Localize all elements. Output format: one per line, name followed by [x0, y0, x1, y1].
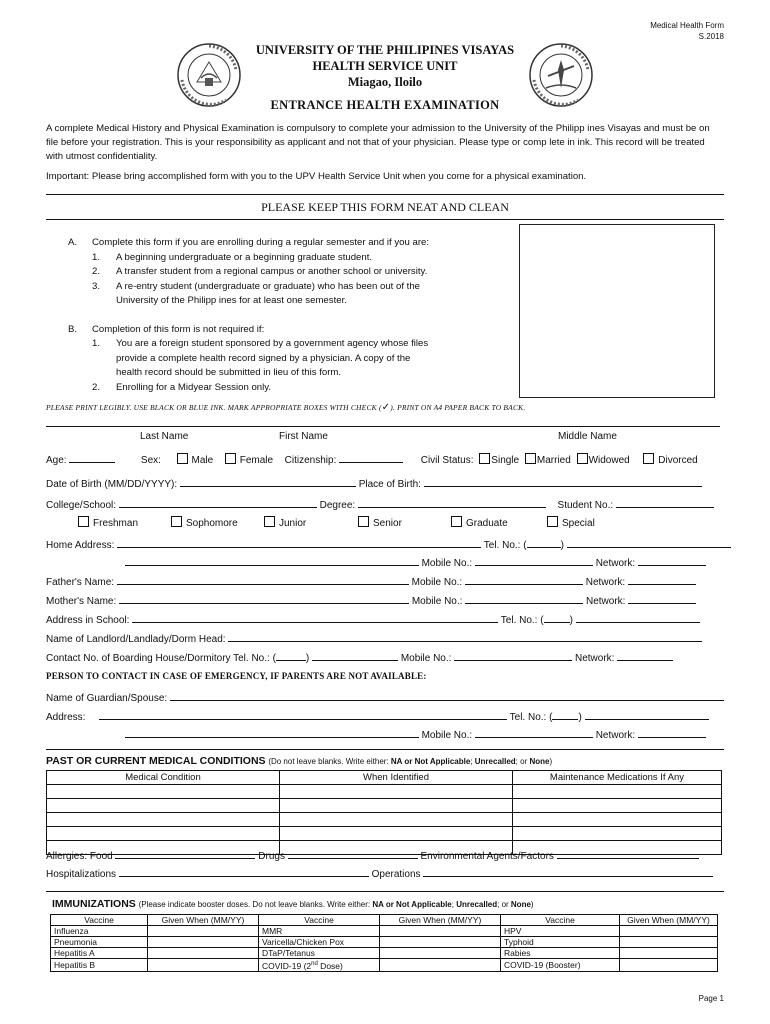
boarding-area-input[interactable] — [276, 650, 306, 661]
last-name-label: Last Name — [140, 431, 189, 442]
personal-row — [46, 452, 720, 466]
item-text: A re-entry student (undergraduate or graduate) who has been out of the — [116, 280, 421, 292]
item-text: A transfer student from a regional campus or another school or university. — [116, 266, 428, 277]
immunizations-note-unrecalled: Unrecalled — [456, 900, 498, 909]
col-medical-condition: Medical Condition — [47, 771, 280, 785]
b-item — [68, 381, 508, 396]
form-version: S.2018 — [698, 32, 724, 41]
table-row — [51, 937, 718, 948]
college-label: College/School: — [46, 500, 117, 511]
banner-text: PLEASE KEEP THIS FORM NEAT AND CLEAN — [261, 200, 509, 214]
unit-name: HEALTH SERVICE UNIT — [312, 59, 458, 73]
boarding-label: Contact No. of Boarding House/Dormitory Tel. No.: ( — [46, 653, 276, 664]
college-row — [46, 497, 720, 511]
divider — [46, 194, 724, 195]
level-senior[interactable]: Senior — [358, 516, 402, 529]
age-input[interactable] — [69, 452, 115, 463]
home-tel-label: Tel. No.: ( — [483, 540, 527, 551]
widowed-checkbox[interactable] — [577, 453, 588, 464]
given-input[interactable] — [148, 937, 259, 948]
emergency-address-input[interactable] — [99, 709, 507, 720]
b-item — [68, 337, 508, 352]
guardian-label: Name of Guardian/Spouse: — [46, 693, 168, 704]
col-when-identified: When Identified — [280, 771, 513, 785]
item-number: 3. — [92, 280, 101, 292]
father-row — [46, 574, 720, 588]
vaccine-varicella: Varicella/Chicken Pox — [259, 937, 380, 948]
form-id — [650, 20, 724, 42]
divorced-checkbox[interactable] — [643, 453, 654, 464]
important-note: Important: Please bring accomplished form with you to the UPV Health Service Unit when you come for a physical examination. — [46, 171, 587, 182]
divider — [46, 219, 724, 220]
sex-label: Sex: — [140, 455, 161, 466]
item-text: Enrolling for a Midyear Session only. — [116, 381, 271, 393]
home-address-line2-input[interactable] — [125, 555, 419, 566]
emergency-mobile-row — [46, 727, 720, 741]
citizenship-label: Citizenship: — [284, 455, 337, 466]
immunizations-table — [50, 914, 718, 972]
allergies-env-input[interactable] — [557, 848, 699, 859]
divider — [46, 891, 724, 892]
mother-network-input[interactable] — [628, 593, 696, 604]
table-row[interactable] — [47, 799, 722, 813]
emergency-heading: PERSON TO CONTACT IN CASE OF EMERGENCY, IF PARENTS ARE NOT AVAILABLE: — [46, 671, 427, 681]
guardian-input[interactable] — [170, 690, 724, 701]
vaccine-typhoid: Typhoid — [501, 937, 620, 948]
divorced-label: Divorced — [658, 455, 698, 466]
print-note-a: PLEASE PRINT LEGIBLY. USE BLACK OR BLUE INK. MARK APPROPRIATE BOXES WITH CHECK ( — [46, 403, 382, 412]
given-input[interactable] — [380, 937, 501, 948]
table-row — [51, 959, 718, 972]
vaccine-pneumonia: Pneumonia — [51, 937, 148, 948]
medical-heading-row: PAST OR CURRENT MEDICAL CONDITIONS (Do not leave blanks. Write either: NA or Not Applicable; Unrecalled; or None) — [46, 755, 553, 767]
given-input[interactable] — [148, 926, 259, 937]
full-name-input[interactable] — [46, 416, 720, 427]
single-checkbox[interactable] — [479, 453, 490, 464]
given-input[interactable] — [620, 937, 718, 948]
medical-note-unrecalled: Unrecalled — [474, 757, 516, 766]
given-input[interactable] — [380, 948, 501, 959]
immunizations-heading: IMMUNIZATIONS — [52, 898, 136, 910]
male-label: Male — [191, 455, 214, 466]
b-item — [68, 366, 508, 381]
print-note-b: ). PRINT ON A4 PAPER BACK TO BACK. — [390, 403, 526, 412]
female-label: Female — [239, 455, 274, 466]
vaccine-dtap: DTaP/Tetanus — [259, 948, 380, 959]
vaccine-covid-2nd-dose: COVID-19 (2nd Dose) — [259, 959, 380, 972]
col-vaccine-2: Vaccine — [259, 915, 380, 926]
boarding-row: Contact No. of Boarding House/Dormitory Tel. No.: ( ) Mobile No.: Network: — [46, 650, 720, 664]
boarding-mobile-label: Mobile No.: — [400, 653, 452, 664]
immunizations-heading-row: IMMUNIZATIONS (Please indicate booster doses. Do not leave blanks. Write either: NA or Not Applicable; Unrecalled; or None) — [52, 898, 534, 910]
given-input[interactable] — [148, 948, 259, 959]
b-item — [68, 352, 508, 367]
emergency-address-row: Address: Tel. No.: ( ) — [46, 709, 720, 723]
citizenship-input[interactable] — [339, 452, 403, 463]
married-label: Married — [536, 455, 571, 466]
home-address-row: Home Address: Tel. No.: ( ) — [46, 537, 720, 551]
father-mobile-label: Mobile No.: — [411, 577, 463, 588]
operations-input[interactable] — [423, 866, 713, 877]
vaccine-hpv: HPV — [501, 926, 620, 937]
item-number: 1. — [92, 251, 101, 263]
father-network-label: Network: — [585, 577, 626, 588]
dob-label: Date of Birth (MM/DD/YYYY): — [46, 479, 178, 490]
vaccine-rabies: Rabies — [501, 948, 620, 959]
landlord-input[interactable] — [228, 631, 702, 642]
married-checkbox[interactable] — [525, 453, 536, 464]
a-item — [68, 265, 508, 280]
level-graduate[interactable]: Graduate — [451, 516, 508, 529]
emergency-tel-label: Tel. No.: ( — [509, 712, 553, 723]
given-input[interactable] — [380, 926, 501, 937]
instruction-b-marker: B. — [68, 323, 78, 335]
given-input[interactable] — [148, 959, 259, 972]
guardian-row — [46, 690, 720, 704]
table-row[interactable] — [47, 827, 722, 841]
emergency-tel-area-input[interactable] — [552, 709, 578, 720]
home-tel-area-input[interactable] — [527, 537, 561, 548]
col-vaccine-1: Vaccine — [51, 915, 148, 926]
col-given-2: Given When (MM/YY) — [380, 915, 501, 926]
landlord-row — [46, 631, 720, 645]
mother-input[interactable] — [119, 593, 409, 604]
vaccine-hepatitis-a: Hepatitis A — [51, 948, 148, 959]
page-number: Page 1 — [698, 994, 724, 1003]
given-input[interactable] — [620, 959, 718, 972]
pob-label: Place of Birth: — [358, 479, 421, 490]
table-row — [51, 948, 718, 959]
widowed-label: Widowed — [588, 455, 630, 466]
hospitalizations-row — [46, 866, 720, 880]
campus-location: Miagao, Iloilo — [347, 75, 423, 89]
degree-label: Degree: — [319, 500, 356, 511]
item-number: 2. — [92, 381, 101, 393]
item-text: University of the Philipp ines for at least one semester. — [116, 295, 347, 306]
emergency-mobile-input[interactable] — [475, 727, 593, 738]
immunizations-note-a: (Please indicate booster doses. Do not leave blanks. Write either: — [138, 900, 373, 909]
medical-heading: PAST OR CURRENT MEDICAL CONDITIONS — [46, 755, 266, 767]
divider — [46, 749, 724, 750]
birth-row — [46, 476, 720, 490]
item-text: A beginning undergraduate or a beginning graduate student. — [116, 251, 373, 263]
table-row[interactable] — [47, 785, 722, 799]
instruction-a-text: Complete this form if you are enrolling during a regular semester and if you are: — [92, 237, 430, 248]
intro-paragraph: A complete Medical History and Physical Examination is compulsory to complete your admission to the University of the Philipp ines Visayas and must be on file before your registration. This is your responsibility as applicant and not that of your physician. Please type or comp lete in ink. This record will be treated with utmost confidentiality. — [46, 123, 710, 162]
photo-box[interactable] — [519, 224, 715, 398]
col-maintenance-meds: Maintenance Medications If Any — [513, 771, 722, 785]
medical-note-none: None — [529, 757, 550, 766]
item-text: provide a complete health record signed by a physician. A copy of the — [116, 352, 411, 364]
item-text: health record should be submitted in lieu of this form. — [116, 367, 342, 378]
immunizations-note-na: NA or Not Applicable — [372, 900, 452, 909]
first-name-label: First Name — [279, 431, 328, 442]
given-input[interactable] — [620, 948, 718, 959]
school-address-row: Address in School: Tel. No.: ( ) — [46, 612, 720, 626]
medical-note-a: (Do not leave blanks. Write either: — [268, 757, 391, 766]
student-no-label: Student No.: — [557, 500, 614, 511]
vaccine-hepatitis-b: Hepatitis B — [51, 959, 148, 972]
male-checkbox[interactable] — [177, 453, 188, 464]
emergency-network-label: Network: — [595, 730, 636, 741]
print-instructions — [46, 402, 525, 413]
col-given-1: Given When (MM/YY) — [148, 915, 259, 926]
school-address-label: Address in School: — [46, 615, 130, 626]
age-label: Age: — [46, 455, 67, 466]
home-address-label: Home Address: — [46, 540, 115, 551]
university-name: UNIVERSITY OF THE PHILIPINES VISAYAS — [255, 43, 515, 57]
item-text: You are a foreign student sponsored by a government agency whose files — [116, 338, 429, 349]
instructions-block — [68, 236, 508, 395]
level-junior[interactable]: Junior — [264, 516, 306, 529]
level-sophomore[interactable]: Sophomore — [171, 516, 238, 529]
level-freshman[interactable]: Freshman — [78, 516, 138, 529]
home-mobile-row — [46, 555, 720, 569]
instruction-b-text: Completion of this form is not required if: — [92, 323, 265, 335]
operations-label: Operations — [371, 869, 421, 880]
single-label: Single — [491, 455, 520, 466]
allergies-drugs-input[interactable] — [288, 848, 418, 859]
school-tel-label: Tel. No.: ( — [500, 615, 544, 626]
allergies-env-label: Environmental Agents/Factors — [420, 851, 554, 862]
table-header-row — [51, 915, 718, 926]
emergency-address-line2-input[interactable] — [125, 727, 419, 738]
medical-conditions-table — [46, 770, 722, 855]
landlord-label: Name of Landlord/Landlady/Dorm Head: — [46, 634, 226, 645]
given-input[interactable] — [380, 959, 501, 972]
emergency-network-input[interactable] — [638, 727, 706, 738]
item-number: 2. — [92, 266, 101, 277]
emergency-address-label: Address: — [46, 712, 86, 723]
boarding-network-input[interactable] — [617, 650, 673, 661]
col-given-3: Given When (MM/YY) — [620, 915, 718, 926]
form-name: Medical Health Form — [650, 21, 724, 30]
boarding-tel-input[interactable] — [312, 650, 398, 661]
hospitalizations-input[interactable] — [119, 866, 369, 877]
home-network-input[interactable] — [638, 555, 706, 566]
table-row[interactable] — [47, 813, 722, 827]
table-row — [51, 926, 718, 937]
dob-input[interactable] — [180, 476, 356, 487]
emergency-tel-input[interactable] — [585, 709, 709, 720]
emergency-mobile-label: Mobile No.: — [421, 730, 473, 741]
mother-label: Mother's Name: — [46, 596, 117, 607]
form-title: ENTRANCE HEALTH EXAMINATION — [270, 98, 500, 112]
table-header-row — [47, 771, 722, 785]
mother-row — [46, 593, 720, 607]
allergies-drugs-label: Drugs — [258, 851, 285, 862]
college-input[interactable] — [119, 497, 317, 508]
item-number: 1. — [92, 338, 101, 349]
home-address-input[interactable] — [117, 537, 481, 548]
father-mobile-input[interactable] — [465, 574, 583, 585]
institution-header — [0, 42, 770, 90]
boarding-network-label: Network: — [574, 653, 615, 664]
mother-mobile-input[interactable] — [465, 593, 583, 604]
immunizations-note-none: None — [510, 900, 531, 909]
home-mobile-input[interactable] — [475, 555, 593, 566]
level-special[interactable]: Special — [547, 516, 595, 529]
check-icon: ✓ — [381, 402, 391, 413]
father-network-input[interactable] — [628, 574, 696, 585]
boarding-mobile-input[interactable] — [454, 650, 572, 661]
a-item — [68, 294, 508, 309]
col-vaccine-3: Vaccine — [501, 915, 620, 926]
home-network-label: Network: — [595, 558, 636, 569]
given-input[interactable] — [620, 926, 718, 937]
student-no-input[interactable] — [616, 497, 714, 508]
a-item — [68, 251, 508, 266]
instruction-a-marker: A. — [68, 237, 78, 248]
school-tel-input[interactable] — [576, 612, 700, 623]
civil-status-label: Civil Status: — [420, 455, 474, 466]
mother-mobile-label: Mobile No.: — [411, 596, 463, 607]
allergies-food-label: Allergies: Food — [46, 851, 113, 862]
middle-name-label: Middle Name — [558, 431, 617, 442]
female-checkbox[interactable] — [225, 453, 236, 464]
allergies-row — [46, 848, 720, 862]
school-tel-area-input[interactable] — [544, 612, 570, 623]
hospitalizations-label: Hospitalizations — [46, 869, 117, 880]
school-address-input[interactable] — [132, 612, 498, 623]
vaccine-covid-booster: COVID-19 (Booster) — [501, 959, 620, 972]
allergies-food-input[interactable] — [115, 848, 255, 859]
medical-note-na: NA or Not Applicable — [390, 757, 471, 766]
pob-input[interactable] — [424, 476, 702, 487]
home-tel-input[interactable] — [567, 537, 731, 548]
degree-input[interactable] — [358, 497, 546, 508]
vaccine-mmr: MMR — [259, 926, 380, 937]
father-input[interactable] — [117, 574, 409, 585]
vaccine-influenza: Influenza — [51, 926, 148, 937]
mother-network-label: Network: — [585, 596, 626, 607]
home-mobile-label: Mobile No.: — [421, 558, 473, 569]
a-item — [68, 280, 508, 295]
father-label: Father's Name: — [46, 577, 115, 588]
